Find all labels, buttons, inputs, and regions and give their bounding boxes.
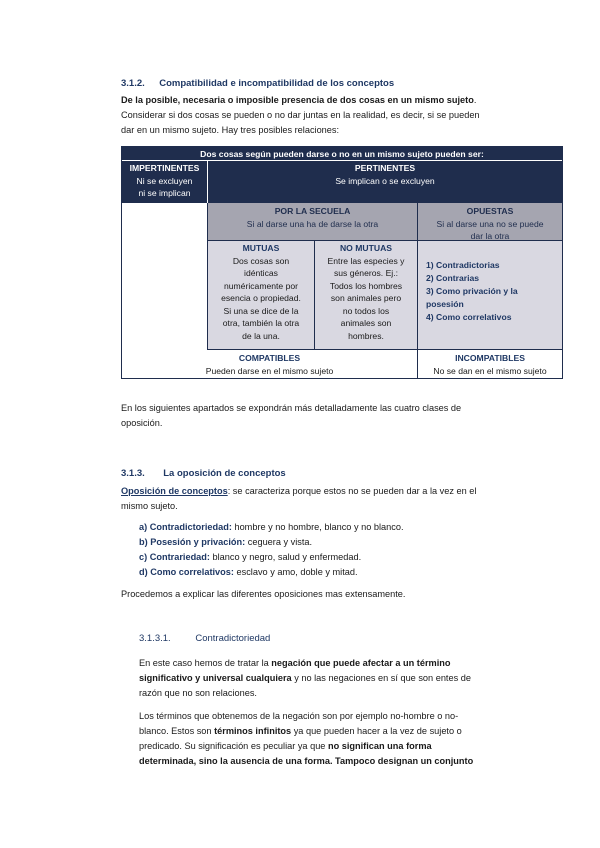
opuestas-list-item: 4) Como correlativos: [426, 312, 512, 322]
por-la-secuela-title: POR LA SECUELA: [274, 206, 351, 216]
incompatibles-title: INCOMPATIBLES: [455, 353, 525, 363]
text-run-bold: términos infinitos: [214, 726, 292, 736]
intro-bold-text: De la posible, necesaria o imposible presencia de dos cosas en un mismo sujeto: [121, 95, 474, 105]
no-mutuas-line: son animales pero: [330, 293, 402, 303]
opuestas-list-item: 3) Como privación y la: [426, 286, 518, 296]
list-item-label: d) Como correlativos:: [139, 567, 234, 577]
mutuas-line: Dos cosas son: [232, 255, 290, 266]
section-number: 3.1.3.1.: [139, 633, 171, 644]
opuestas-list-item: 2) Contrarias: [426, 273, 480, 283]
table-header: Dos cosas según pueden darse o no en un mismo sujeto pueden ser:: [122, 147, 562, 161]
opuestas-text-1: Si al darse una no se puede: [436, 218, 544, 229]
mutuas-line: numéricamente por: [223, 280, 299, 291]
list-item-text: ceguera y vista.: [245, 537, 313, 547]
section-heading-312: [121, 73, 394, 91]
text-run: blanco. Estos son: [139, 726, 215, 736]
cell-incompatibles: [418, 350, 562, 378]
oposicion-line-2: mismo sujeto.: [121, 501, 178, 511]
oposicion-line-1: [121, 484, 476, 499]
section-title: La oposición de conceptos: [163, 468, 286, 479]
relations-table: [121, 146, 563, 379]
section-title: Contradictoriedad: [195, 633, 271, 644]
section-title: Compatibilidad e incompatibilidad de los conceptos: [159, 78, 395, 89]
after-table-line-2: oposición.: [121, 418, 163, 428]
opuestas-list-item: 1) Contradictorias: [426, 260, 500, 270]
contradictoriedad-p1-line-2: [139, 671, 471, 686]
cell-mutuas: [208, 241, 315, 350]
no-mutuas-line: hombres.: [348, 330, 384, 341]
text-run: predicado. Su significación es peculiar ya que: [139, 741, 328, 751]
contradictoriedad-p2-line-2: [139, 724, 462, 739]
list-item: [139, 520, 404, 535]
text-run-bold: no significan una forma: [327, 741, 432, 751]
incompatibles-text: No se dan en el mismo sujeto: [433, 365, 547, 376]
section-number: 3.1.3.: [121, 468, 145, 479]
compatibles-text: Pueden darse en el mismo sujeto: [205, 365, 334, 376]
contradictoriedad-p2-line-4: determinada, sino la ausencia de una forma. Tampoco designan un conjunto: [139, 756, 474, 766]
no-mutuas-line: Entre las especies y: [327, 255, 405, 266]
section-number: 3.1.2.: [121, 78, 145, 89]
cell-pertinentes: [208, 161, 562, 203]
no-mutuas-line: Todos los hombres: [329, 280, 403, 291]
list-item-text: hombre y no hombre, blanco y no blanco.: [231, 522, 404, 532]
mutuas-line: otra, también la otra: [222, 318, 300, 328]
compatibles-title: COMPATIBLES: [238, 353, 301, 363]
section-heading-313: [121, 463, 286, 481]
intro-line-2: Considerar si dos cosas se pueden o no dar juntas en la realidad, es decir, si se pueden: [121, 110, 480, 120]
text-run-bold: negación que puede afectar a un término: [271, 658, 451, 668]
cell-impertinentes: [122, 161, 208, 203]
contradictoriedad-p1-line-3: razón que no son relaciones.: [139, 688, 257, 698]
contradictoriedad-p2-line-1: Los términos que obtenemos de la negación son por ejemplo no-hombre o no-: [139, 711, 459, 721]
list-item: [139, 535, 312, 550]
mutuas-line: esencia o propiedad.: [221, 293, 301, 303]
cell-opuestas: [418, 203, 562, 241]
intro-line-1: [121, 93, 476, 108]
impertinentes-text-1: Ni se excluyen: [136, 175, 193, 186]
impertinentes-text-2: ni se implican: [138, 188, 191, 198]
no-mutuas-line: animales son: [340, 318, 392, 328]
no-mutuas-line: sus géneros. Ej.:: [333, 268, 398, 278]
text-run: En este caso hemos de tratar la: [139, 658, 272, 668]
no-mutuas-title: NO MUTUAS: [339, 243, 393, 253]
cell-no-mutuas: [315, 241, 418, 350]
cell-por-la-secuela: [208, 203, 418, 241]
cell-opuestas-list: [418, 241, 562, 350]
text-run: y no las negaciones en sí que son entes de: [291, 673, 471, 683]
list-item: [139, 550, 361, 565]
no-mutuas-line: no todos los: [342, 305, 390, 316]
intro-line-3: dar en un mismo sujeto. Hay tres posibles relaciones:: [121, 125, 340, 135]
mutuas-line: idénticas: [244, 268, 278, 278]
oposicion-rest: : se caracteriza porque estos no se pueden dar a la vez en el: [227, 486, 477, 496]
mutuas-line: Si una se dice de la: [223, 305, 299, 316]
contradictoriedad-p2-line-3: [139, 739, 432, 754]
opuestas-text-2: dar la otra: [470, 231, 510, 241]
list-item-label: b) Posesión y privación:: [139, 537, 246, 547]
pertinentes-title: PERTINENTES: [354, 163, 416, 173]
after-table-line-1: En los siguientes apartados se expondrán más detalladamente las cuatro clases de: [121, 403, 462, 413]
list-item-text: blanco y negro, salud y enfermedad.: [209, 552, 362, 562]
contradictoriedad-p1-line-1: [139, 656, 450, 671]
list-item: [139, 565, 358, 580]
list-item-label: c) Contrariedad:: [139, 552, 210, 562]
cell-compatibles: [122, 350, 418, 378]
section-heading-3131: [139, 633, 270, 644]
text-run-bold: significativo y universal cualquiera: [139, 673, 292, 683]
text-run: ya que pueden hacer a la vez de sujeto o: [291, 726, 462, 736]
mutuas-title: MUTUAS: [242, 243, 280, 253]
pertinentes-text: Se implican o se excluyen: [335, 175, 435, 186]
list-item-label: a) Contradictoriedad:: [139, 522, 232, 532]
por-la-secuela-text: Si al darse una ha de darse la otra: [246, 218, 379, 229]
intro-bold-end: .: [473, 95, 477, 105]
mutuas-line: de la una.: [242, 330, 280, 341]
cell-blank-left: [122, 203, 208, 350]
list-item-text: esclavo y amo, doble y mitad.: [233, 567, 358, 577]
impertinentes-title: IMPERTINENTES: [129, 163, 200, 173]
oposicion-closing: Procedemos a explicar las diferentes oposiciones mas extensamente.: [121, 589, 406, 599]
opuestas-list-item: posesión: [426, 299, 464, 309]
oposicion-term: Oposición de conceptos: [121, 486, 228, 496]
opuestas-title: OPUESTAS: [466, 206, 514, 216]
